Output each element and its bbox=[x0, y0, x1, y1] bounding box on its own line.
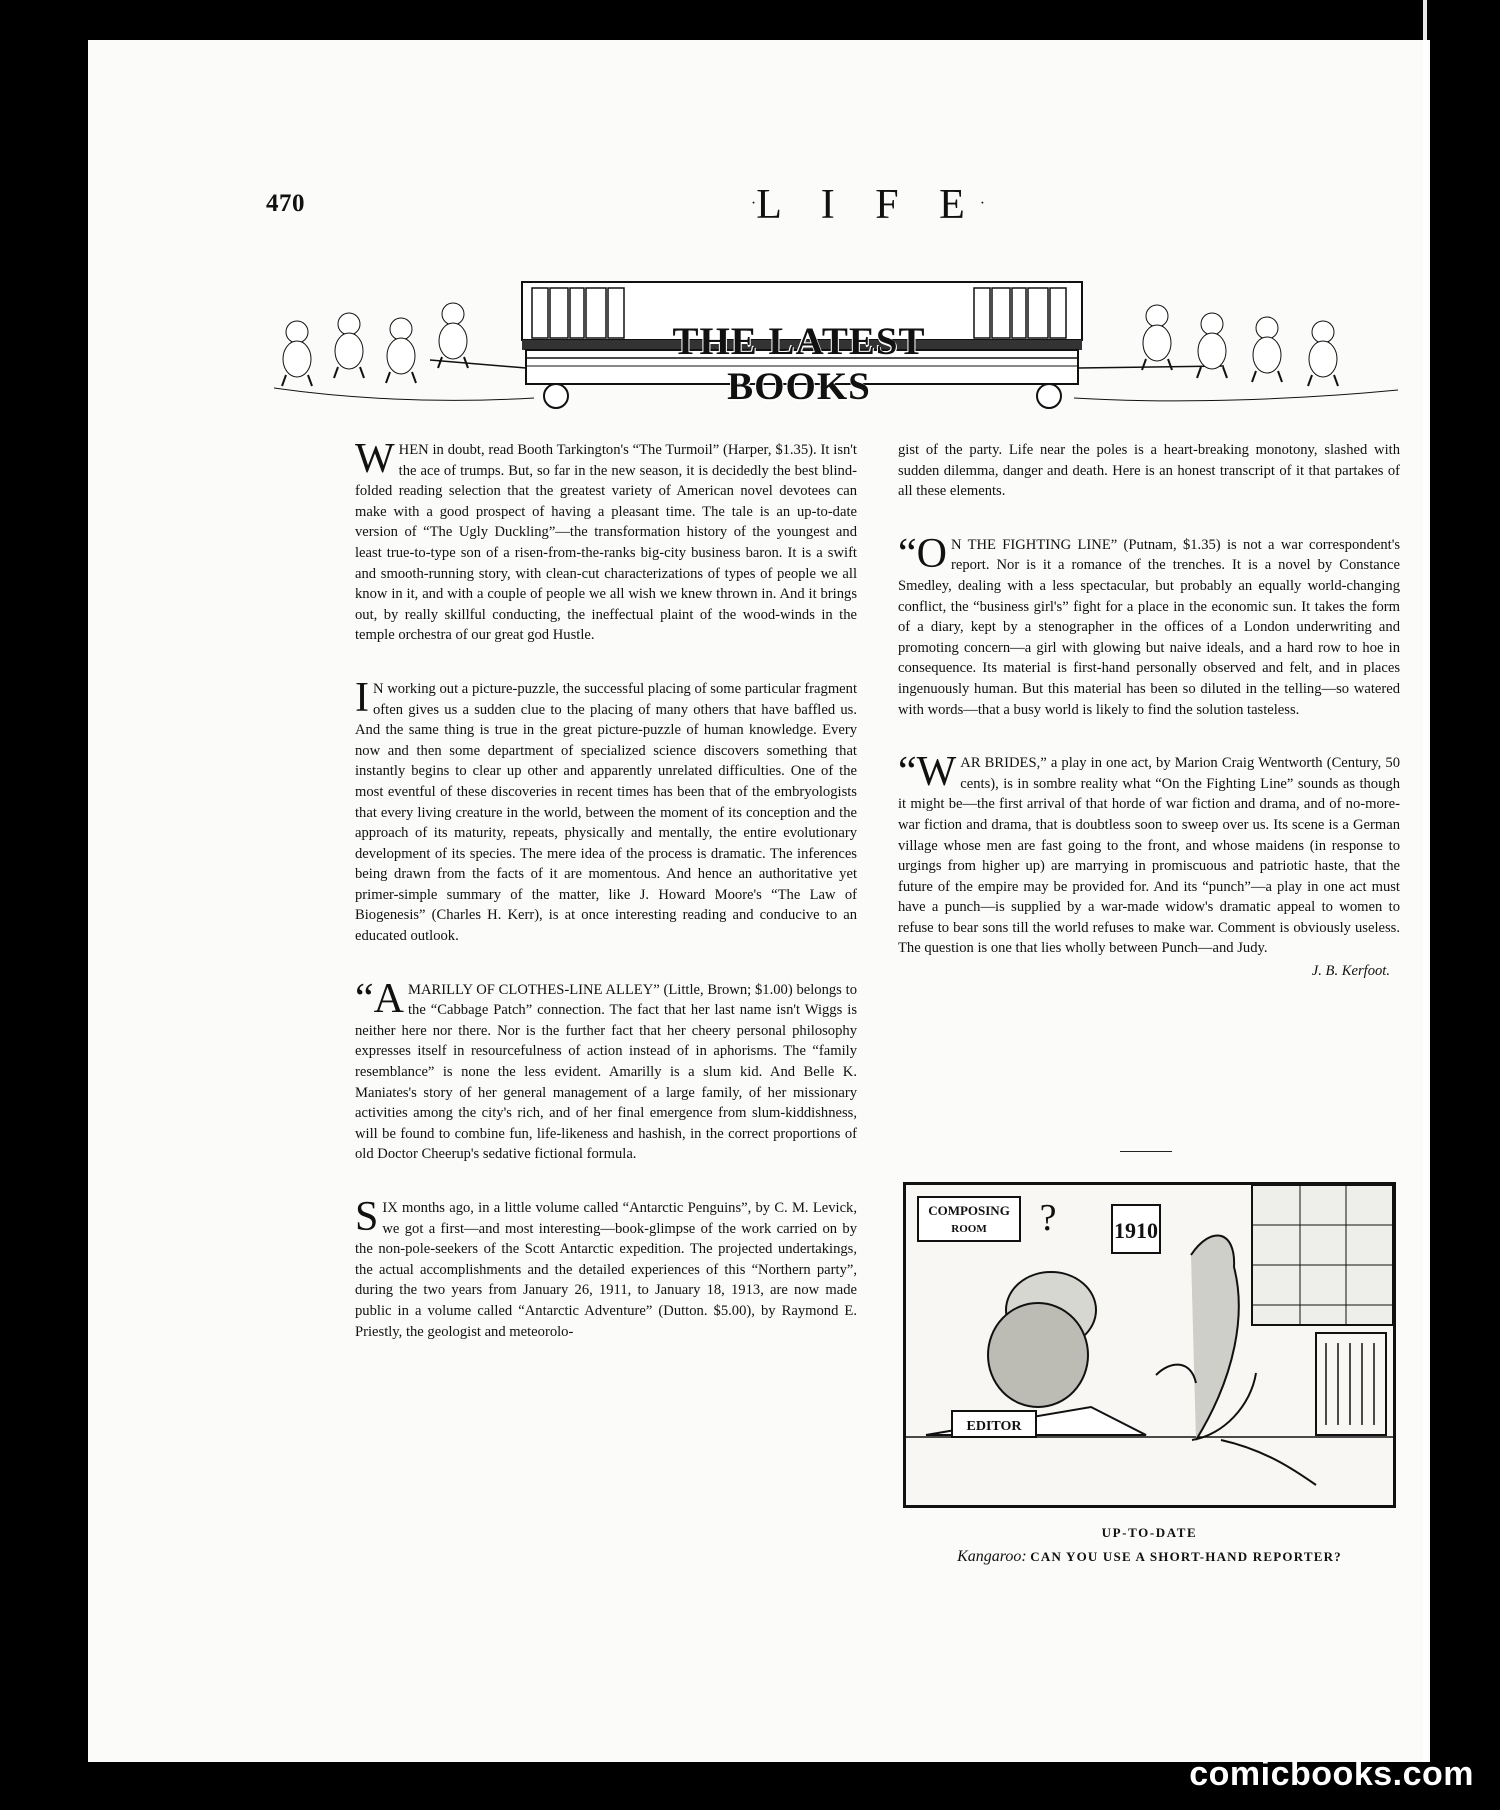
cartoon-caption-title: UP-TO-DATE bbox=[1101, 1525, 1198, 1540]
drop-cap: “A bbox=[355, 975, 404, 1022]
scan-edge bbox=[1423, 0, 1427, 1762]
paragraph-text: N THE FIGHTING LINE” (Putnam, $1.35) is not a war correspondent's report. Nor is it a romance of the trenches. It is a novel by Constance Smedley, dealing with a less spectacular, but probably an equally world-changing conflict, the “business girl's” fight for a place in the economic sun. It takes the form of a diary, kept by a stenographer in the offices of a London underwriting and promoting concern—a girl with glowing but naive ideals, and a hard row to hoe in consequence. Its material is first-hand personally observed and felt, and in places ingenuously human. But this material has been so diluted in the telling—so watered with words—that a busy world is likely to find the solution tasteless. bbox=[898, 536, 1400, 718]
drop-cap: “W bbox=[898, 749, 957, 796]
cherub-illustration bbox=[326, 308, 372, 380]
section-rule bbox=[1120, 1151, 1172, 1152]
review-paragraph bbox=[898, 530, 1400, 720]
cartoon-speaker: Kangaroo: bbox=[957, 1548, 1027, 1565]
cherub-illustration bbox=[1300, 316, 1346, 388]
review-paragraph bbox=[898, 440, 1400, 502]
cartoon-drawing bbox=[906, 1185, 1393, 1505]
cartoon-caption-line bbox=[903, 1548, 1396, 1566]
review-paragraph bbox=[355, 1194, 857, 1342]
editor-desk-label: EDITOR bbox=[966, 1419, 1022, 1434]
review-paragraph bbox=[898, 749, 1400, 959]
review-paragraph bbox=[355, 674, 857, 947]
paragraph-text: AR BRIDES,” a play in one act, by Marion Craig Wentworth (Century, 50 cents), is in sombre reality what “On the Fighting Line” sounds as though it might be—the first arrival of that horde of war fiction and drama, and of no-more-war fiction and drama, that is doubtless soon to sweep over us. Its scene is a German village whose men are fast going to the front, and whose maidens (in response to urgings from higher up) are marrying in promiscuous and patriotic haste, that the future of the empire may be provided for. And its “punch”—a play in one act must have a punch—is supplied by a war-made widow's dramatic appeal to women to refuse to bear sons till the world refuses to make war. Comment is obviously useless. The question is one that lies wholly between Punch—and Judy. bbox=[898, 755, 1400, 957]
review-paragraph bbox=[355, 436, 857, 646]
right-article-column bbox=[898, 440, 1400, 982]
question-mark: ? bbox=[1039, 1197, 1057, 1239]
magazine-page bbox=[88, 40, 1430, 1762]
room-sign-text: ROOM bbox=[951, 1223, 987, 1235]
composing-sign-text: COMPOSING bbox=[928, 1203, 1010, 1218]
cherub-illustration bbox=[378, 313, 424, 385]
cartoon-speech: CAN YOU USE A SHORT-HAND REPORTER? bbox=[1030, 1549, 1342, 1564]
cherub-illustration bbox=[1189, 308, 1235, 380]
paragraph-text: N working out a picture-puzzle, the successful placing of some particular fragment often gives us a sudden clue to the placing of many others that have baffled us. And the same thing is true in the great picture-puzzle of human knowledge. Every now and then some department of specialized science discovers something that instantly begins to clear up other and apparently unrelated difficulties. One of the most eventful of these discoveries in recent times has been that of the embryologists that every living creature in the world, between the moment of its conception and the approach of its maturity, repeats, physically and mentally, the entire evolutionary development of its species. The mere idea of the process is dramatic. The inferences being drawn from the facts of it are momentous. And hence an authoritative yet primer-simple summary of the matter, like J. Howard Moore's “The Law of Biogenesis” (Charles H. Kerr), is at once interesting reading and conducive to an educated outlook. bbox=[355, 680, 857, 945]
calendar-year: 1910 bbox=[1114, 1218, 1158, 1243]
drop-cap: S bbox=[355, 1194, 379, 1240]
latest-books-banner bbox=[274, 278, 1398, 430]
banner-title: THE LATEST BOOKS bbox=[672, 320, 926, 408]
drop-cap: I bbox=[355, 674, 369, 721]
review-paragraph bbox=[355, 975, 857, 1165]
masthead-dot-right: · bbox=[979, 195, 986, 212]
paragraph-text: HEN in doubt, read Booth Tarkington's “The Turmoil” (Harper, $1.35). It isn't the ace of trumps. But, so far in the new season, it is decidedly the best blind-folded reading selection that the greatest variety of American novel devotees can make with a good prospect of having a pleasant time. The tale is an up-to-date version of “The Ugly Duckling”—the transformation history of the youngest and least true-to-type son of a risen-from-the-ranks big-city business baron. It is a swift and smooth-running story, with clean-cut characterizations of types of people we all know in it, and with a couple of people we all wish we knew thrown in. And it brings out, by really skillful conducting, the ineffectual plaint of the wood-winds in the temple orchestra of our great god Hustle. bbox=[355, 442, 857, 644]
paragraph-text: IX months ago, in a little volume called “Antarctic Penguins”, by C. M. Levick, we got a first—and most interesting—book-glimpse of the work carried on by the non-pole-seekers of the Scott Antarctic expedition. The projected undertakings, the actual accomplishments and the detailed experiences of this “Northern party”, during the two years from January 26, 1911, to January 18, 1913, are now made public in a volume called “Antarctic Adventure” (Dutton. $5.00), by Raymond E. Priestly, the geologist and meteorolo- bbox=[355, 1200, 857, 1340]
cherub-illustration bbox=[1134, 300, 1180, 372]
paragraph-text: MARILLY OF CLOTHES-LINE ALLEY” (Little, Brown; $1.00) belongs to the “Cabbage Patch” connection. The fact that her last name isn't Wiggs is neither here nor there. Nor is the further fact that her cheery personal philosophy expresses itself in resourcefulness of action instead of in aphorisms. The “family resemblance” is none the less evident. Amarilly is a slum kid. And Belle K. Maniates's story of her general management of a large family, of her missionary activities among the city's rich, and of her final emergence from slum-kiddishness, will be found to combine fun, life-likeness and hashish, in the correct proportions of old Doctor Cheerup's sedative fictional formula. bbox=[355, 981, 857, 1163]
masthead-dot-left: · bbox=[750, 195, 757, 212]
cherub-illustration bbox=[430, 298, 476, 370]
masthead-title: L I F E bbox=[756, 182, 980, 228]
cherub-illustration bbox=[1244, 312, 1290, 384]
drop-cap: “O bbox=[898, 530, 947, 577]
drop-cap: W bbox=[355, 436, 395, 482]
paragraph-text: gist of the party. Life near the poles is a heart-breaking monotony, slashed with sudden dilemma, danger and death. Here is an honest transcript of it that partakes of all these elements. bbox=[898, 442, 1400, 500]
masthead bbox=[738, 184, 998, 226]
cherub-illustration bbox=[274, 316, 320, 388]
page-number: 470 bbox=[266, 190, 305, 217]
editorial-cartoon bbox=[903, 1182, 1396, 1508]
author-signature: J. B. Kerfoot. bbox=[1311, 963, 1390, 980]
watermark-text: comicbooks.com bbox=[1189, 1755, 1474, 1793]
left-article-column bbox=[355, 436, 857, 1375]
